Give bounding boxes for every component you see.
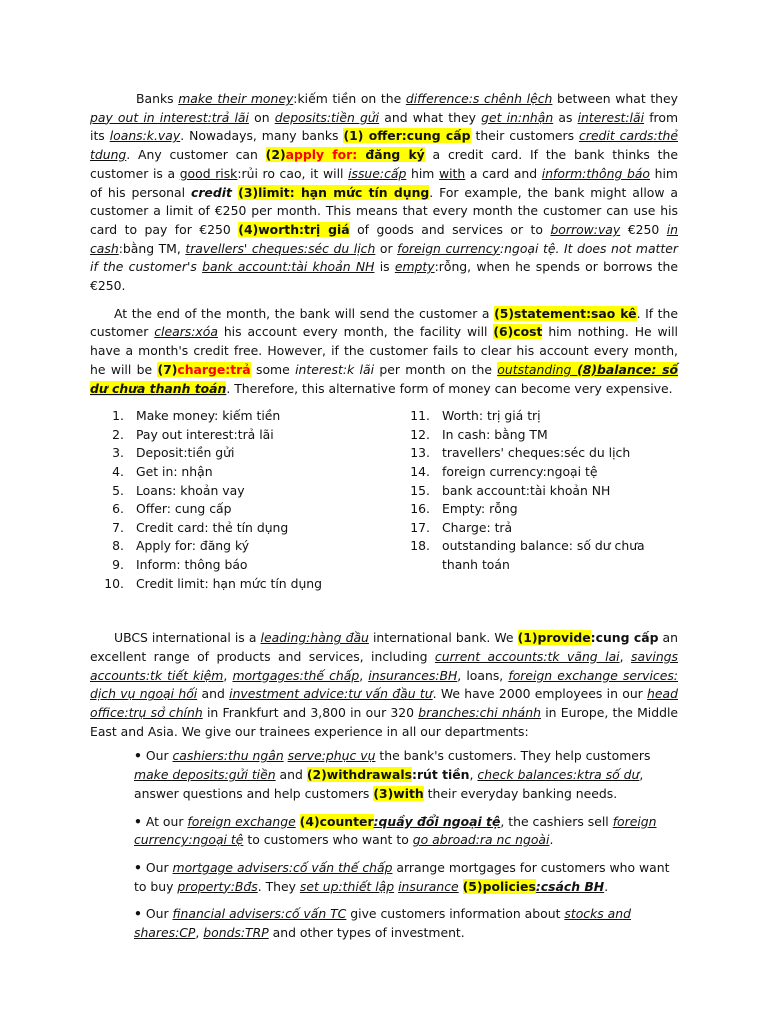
vocab-term: financial advisers:cố vấn TC <box>172 906 347 922</box>
vocab-term: pay out in interest:trả lãi <box>90 109 249 125</box>
vocab-term: property:Bđs <box>177 878 258 894</box>
vocab-item: 16. Empty: rỗng <box>410 501 518 517</box>
text: his account every month, the facility will <box>217 324 494 340</box>
highlighted-answer: (7)charge:trả <box>157 361 251 377</box>
text: is <box>374 259 395 275</box>
highlighted-answer: (2)withdrawals <box>306 767 412 783</box>
highlighted-answer: (5)policies <box>462 878 536 894</box>
vocab-item: 12. In cash: bằng TM <box>410 426 548 442</box>
paragraph-ubcs <box>90 629 678 741</box>
vocab-item: 17. Charge: trả <box>410 519 513 535</box>
text: or <box>375 240 398 256</box>
vocab-item: 8. Apply for: đăng ký <box>112 538 250 554</box>
list-item-mortgage: • Our mortgage advisers:cố vấn thế chấp arrange mortgages for customers who want to buy property:Bđs. They set up:thiết lập insurance (5)policies:csách BH. <box>134 859 670 894</box>
vocab-term: travellers' cheques:séc du lịch <box>185 240 376 256</box>
highlighted-answer: (4)counter <box>299 813 374 829</box>
vocab-term: make deposits:gửi tiền <box>134 767 276 783</box>
list-item-financial: • Our financial advisers:cố vấn TC give customers information about stocks and shares:CP, bonds:TRP and other types of investment. <box>134 906 631 941</box>
vocab-term: head office:trụ sở chính <box>90 686 678 720</box>
text: , <box>619 648 631 664</box>
text: , <box>223 667 233 683</box>
vocab-item: 18. outstanding balance: số dư chưa thanh toán <box>410 538 645 572</box>
vocabulary-column-2 <box>406 407 646 593</box>
vocab-term: with <box>438 165 466 181</box>
vocab-item: 15. bank account:tài khoản NH <box>410 482 611 498</box>
text: as <box>553 109 578 125</box>
text: . If the customer <box>90 305 679 340</box>
highlighted-answer: (2)apply for: đăng ký <box>265 147 425 163</box>
vocab-term: mortgage advisers:cố vấn thế chấp <box>172 859 393 875</box>
text: At the end of the month, the bank will send the customer a <box>114 305 495 321</box>
text: . We have 2000 employees in our <box>432 686 648 702</box>
text: :rủi ro cao, it will <box>237 165 349 181</box>
vocab-term: investment advice:tư vấn đầu tư <box>229 686 433 702</box>
text: :ngoại tệ. It does not matter if the customer's <box>90 240 678 275</box>
vocab-term: foreign currency:ngoại tệ <box>134 813 657 848</box>
paragraph-statement <box>90 305 678 399</box>
text: him <box>406 165 439 181</box>
bullet-icon: • <box>134 813 142 829</box>
text: . Therefore, this alternative form of money can become very expensive. <box>226 380 673 396</box>
bullet-icon: • <box>134 748 142 764</box>
vocab-item: 11. Worth: trị giá trị <box>410 408 541 424</box>
text: :bằng TM, <box>118 240 186 256</box>
vocab-item: 13. travellers' cheques:séc du lịch <box>410 445 631 461</box>
text: him of his personal <box>90 165 678 200</box>
text: an excellent range of products and services, including <box>90 630 678 664</box>
highlighted-answer: (1)provide <box>517 630 591 646</box>
vocab-term: foreign exchange <box>187 813 296 829</box>
vocab-item: 4. Get in: nhận <box>112 464 213 480</box>
vocab-term: insurances:BH <box>368 667 458 683</box>
vocab-term: credit cards:thẻ tdung <box>90 128 679 163</box>
highlighted-answer: (1) offer:cung cấp <box>343 128 471 144</box>
text: and <box>197 686 230 702</box>
vocab-term: bonds:TRP <box>203 925 269 941</box>
vocab-term: mortgages:thế chấp <box>232 667 360 683</box>
list-item-cashiers: • Our cashiers:thu ngân serve:phục vụ the bank's customers. They help customers make deposits:gửi tiền and (2)withdrawals:rút tiền, check balances:ktra số dư, answer questions and help customers (3)with their everyday banking needs. <box>134 748 651 801</box>
vocab-term: savings accounts:tk tiết kiệm <box>90 648 678 683</box>
vocab-term: loans:k.vay <box>109 128 181 144</box>
vocab-item: 7. Credit card: thẻ tín dụng <box>112 519 289 535</box>
vocab-term: issue:cấp <box>348 165 407 181</box>
vocab-term: interest:lãi <box>577 109 645 125</box>
vocab-term: bank account:tài khoản NH <box>202 259 375 275</box>
text: Banks <box>136 91 179 106</box>
vocab-term: make their money <box>178 91 294 106</box>
text: him nothing. He will have a month's credit free. However, if the customer fails to clear his account every month, he will be <box>90 324 678 377</box>
vocab-term: check balances:ktra số dư <box>477 767 640 783</box>
text: , <box>359 667 369 683</box>
text: :kiếm tiền on the <box>293 91 406 106</box>
text: a credit card. If the bank thinks the customer is a <box>90 147 678 181</box>
text: in Frankfurt and 3,800 in our 320 <box>202 705 419 720</box>
bullet-icon: • <box>134 906 142 922</box>
vocab-term: stocks and shares:CP <box>134 906 631 941</box>
vocab-item: 1. Make money: kiếm tiền <box>112 408 281 424</box>
text: UBCS international is a <box>114 630 261 646</box>
text: :rỗng, when he spends or borrows the €250. <box>90 259 678 294</box>
vocab-term: interest:k lãi <box>295 361 375 377</box>
vocab-term: clears:xóa <box>154 324 218 340</box>
vocab-term: insurance <box>398 878 459 894</box>
vocab-term: foreign currency <box>397 240 500 256</box>
paragraph-credit-cards <box>90 90 678 296</box>
vocab-term: empty <box>394 259 435 275</box>
vocab-term: branches:chi nhánh <box>418 705 541 720</box>
text: . For example, the bank might allow a customer a limit of €250 per month. This means that every month the customer can use his card to pay for €250 <box>90 184 679 237</box>
highlighted-answer: (5)statement:sao kê <box>494 305 637 321</box>
highlighted-answer: (3)limit: hạn mức tín dụng <box>238 184 430 200</box>
vocabulary-column-1 <box>100 407 406 593</box>
vocab-item: 9. Inform: thông báo <box>112 557 248 572</box>
text: their customers <box>470 128 580 144</box>
vocab-term: cashiers:thu ngân <box>172 748 284 764</box>
vocab-term: inform:thông báo <box>541 165 650 181</box>
text: international bank. We <box>368 630 518 646</box>
vocab-term: leading:hàng đầu <box>260 630 369 646</box>
text: in Europe, the Middle East and Asia. We give our trainees experience in all our departments: <box>90 705 679 739</box>
vocab-term: borrow:vay <box>550 221 621 237</box>
text: €250 <box>620 221 667 237</box>
text: a card and <box>465 165 542 181</box>
vocab-term: serve:phục vụ <box>287 748 376 764</box>
vocab-item: 6. Offer: cung cấp <box>112 501 232 517</box>
text: . Any customer can <box>126 147 266 163</box>
vocab-term: deposits:tiền gửi <box>274 109 380 125</box>
vocab-item: 14. foreign currency:ngoại tệ <box>410 464 598 480</box>
vocab-term: good risk <box>179 165 238 181</box>
vocab-item: 3. Deposit:tiền gửi <box>112 445 235 461</box>
document-page <box>90 90 678 952</box>
text: of goods and services or to <box>349 221 551 237</box>
vocab-term: foreign exchange services: dịch vụ ngoại hối <box>90 667 678 702</box>
text: some <box>250 361 296 377</box>
vocab-item: 2. Pay out interest:trả lãi <box>112 426 274 442</box>
text: :cung cấp <box>590 630 659 646</box>
vocab-term: set up:thiết lập <box>299 878 395 894</box>
highlighted-answer: (6)cost <box>493 324 543 340</box>
text: between what they <box>552 91 678 106</box>
highlighted-answer: outstanding (8)balance: số dư chưa thanh toán <box>90 361 678 396</box>
vocab-item: 5. Loans: khoản vay <box>112 482 245 498</box>
vocab-term: difference:s chênh lệch <box>405 91 553 106</box>
departments-list <box>134 747 678 942</box>
vocab-item: 10. Credit limit: hạn mức tín dụng <box>104 575 323 591</box>
vocab-term: current accounts:tk vãng lai <box>434 648 620 664</box>
text: per month on the <box>374 361 498 377</box>
vocab-term: go abroad:ra nc ngoài <box>412 832 550 848</box>
text: from its <box>90 109 679 144</box>
text: . Nowadays, many banks <box>180 128 344 144</box>
vocabulary-list <box>90 407 678 593</box>
section-spacer <box>90 593 678 629</box>
text: and what they <box>379 109 482 125</box>
text: , loans, <box>457 667 509 683</box>
vocab-term: credit <box>190 184 239 200</box>
vocab-term: get in:nhận <box>481 109 554 125</box>
highlighted-answer: (3)with <box>373 785 424 801</box>
highlighted-answer: (4)worth:trị giá <box>238 221 350 237</box>
bullet-icon: • <box>134 859 142 875</box>
text: on <box>248 109 275 125</box>
list-item-foreign-exchange: • At our foreign exchange (4)counter:quầy đổi ngoại tệ, the cashiers sell foreign currency:ngoại tệ to customers who want to go abroad:ra nc ngoài. <box>134 813 657 848</box>
vocab-term: in cash <box>90 221 678 256</box>
